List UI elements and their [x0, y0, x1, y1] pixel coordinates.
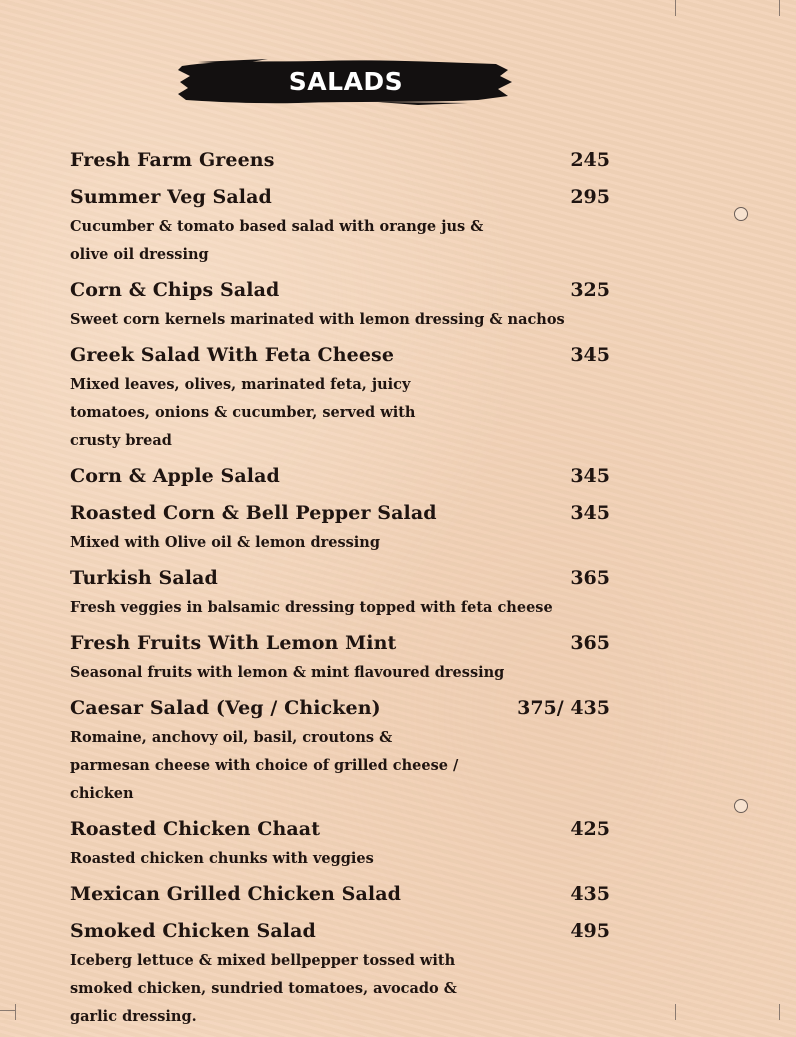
item-description: Mixed with Olive oil & lemon dressing — [70, 534, 380, 551]
item-name: Greek Salad With Feta Cheese — [70, 344, 395, 366]
crop-mark — [15, 1004, 16, 1020]
item-name: Summer Veg Salad — [70, 186, 272, 208]
item-description: Seasonal fruits with lemon & mint flavoured dressing — [70, 664, 505, 681]
crop-mark — [675, 1004, 676, 1020]
crop-mark — [779, 1004, 780, 1020]
item-price: 435 — [570, 883, 610, 905]
item-price: 325 — [570, 279, 610, 301]
crop-mark — [675, 0, 676, 16]
item-price: 345 — [570, 465, 610, 487]
item-name: Fresh Farm Greens — [70, 149, 275, 171]
item-name: Corn & Chips Salad — [70, 279, 280, 301]
item-price: 345 — [570, 502, 610, 524]
item-price: 425 — [570, 818, 610, 840]
section-header — [178, 56, 514, 106]
menu-item — [70, 145, 610, 176]
menu-list — [70, 145, 610, 1037]
menu-item — [70, 693, 610, 808]
menu-item — [70, 814, 610, 873]
item-description: Iceberg lettuce & mixed bellpepper tossed with smoked chicken, sundried tomatoes, avocado & garlic dressing. — [70, 952, 457, 1025]
item-price: 375/ 435 — [517, 697, 610, 719]
item-price: 365 — [570, 567, 610, 589]
binder-hole — [734, 207, 748, 221]
item-name: Fresh Fruits With Lemon Mint — [70, 632, 397, 654]
item-name: Roasted Corn & Bell Pepper Salad — [70, 502, 437, 524]
item-description: Roasted chicken chunks with veggies — [70, 850, 374, 867]
crop-mark — [779, 0, 780, 16]
binder-hole — [734, 799, 748, 813]
menu-item — [70, 182, 610, 269]
menu-item — [70, 275, 610, 334]
item-price: 495 — [570, 920, 610, 942]
item-name: Smoked Chicken Salad — [70, 920, 316, 942]
section-title: SALADS — [288, 66, 404, 96]
menu-item — [70, 498, 610, 557]
item-name: Corn & Apple Salad — [70, 465, 280, 487]
menu-item — [70, 879, 610, 910]
menu-item — [70, 563, 610, 622]
crop-mark — [0, 1010, 16, 1011]
item-description: Romaine, anchovy oil, basil, croutons & parmesan cheese with choice of grilled cheese / chicken — [70, 729, 459, 802]
item-name: Roasted Chicken Chaat — [70, 818, 321, 840]
item-name: Mexican Grilled Chicken Salad — [70, 883, 402, 905]
menu-item — [70, 916, 610, 1031]
item-price: 365 — [570, 632, 610, 654]
item-price: 345 — [570, 344, 610, 366]
item-price: 295 — [570, 186, 610, 208]
item-name: Caesar Salad (Veg / Chicken) — [70, 697, 381, 719]
item-description: Sweet corn kernels marinated with lemon dressing & nachos — [70, 311, 565, 328]
menu-item — [70, 628, 610, 687]
item-description: Cucumber & tomato based salad with orange jus & olive oil dressing — [70, 218, 484, 263]
menu-item — [70, 340, 610, 455]
menu-item — [70, 461, 610, 492]
item-price: 245 — [570, 149, 610, 171]
item-description: Mixed leaves, olives, marinated feta, juicy tomatoes, onions & cucumber, served with crusty bread — [70, 376, 416, 449]
item-name: Turkish Salad — [70, 567, 218, 589]
item-description: Fresh veggies in balsamic dressing topped with feta cheese — [70, 599, 553, 616]
